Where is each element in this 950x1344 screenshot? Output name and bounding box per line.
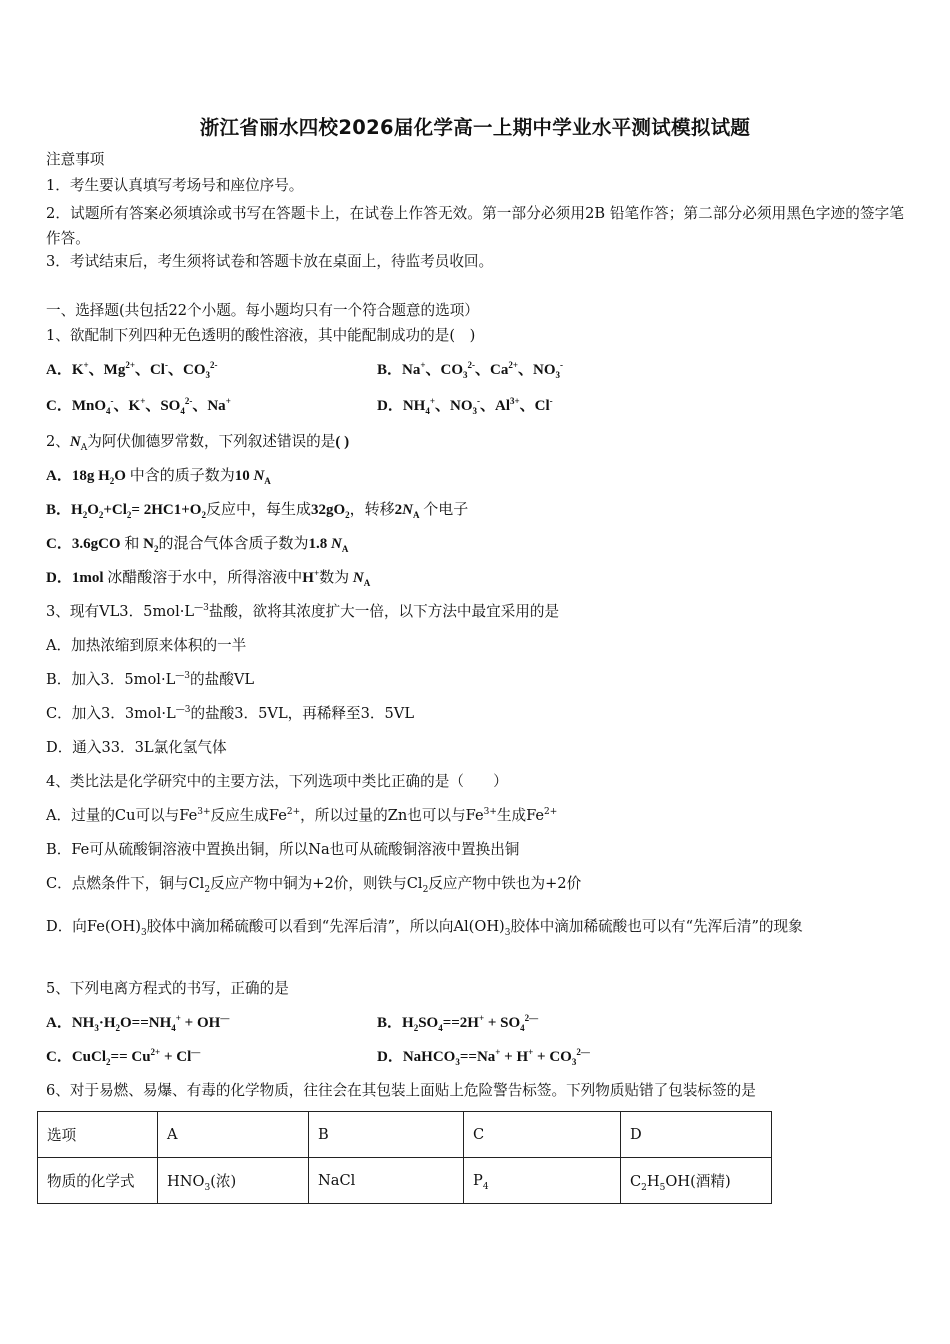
table-cell: D xyxy=(621,1112,772,1158)
q1-option-a: A．K+、$Mg^{2+}$、Cl-、$CO_3^{2-}$ xyxy=(46,360,218,380)
table-row xyxy=(38,1112,772,1158)
section-heading: 一、选择题(共包括22个小题。每小题均只有一个符合题意的选项） xyxy=(46,302,479,319)
table-cell: NaCl xyxy=(309,1158,464,1204)
q5-option-c: C．CuCl$_2$== $Cu^{2+} + Cl^—$ xyxy=(46,1047,201,1067)
q5-stem: 5、下列电离方程式的书写，正确的是 xyxy=(46,980,289,997)
q4-option-a: A．过量的Cu可以与$Fe^{3+}$反应生成$Fe^{2+}$，所以过量的Zn也可以与$Fe^{3+}$生成$Fe^{2+}$ xyxy=(46,807,558,824)
q1-option-c: C．MnO$_4$-、K+、$SO_4^{2-}$、Na+ xyxy=(46,396,231,416)
table-cell: A xyxy=(158,1112,309,1158)
q3-option-d: D．通入33．3L氯化氢气体 xyxy=(46,739,227,756)
table-cell: C xyxy=(464,1112,621,1158)
q2-option-d: D．1mol 冰醋酸溶于水中，所得溶液中H+数为 $N_A$ xyxy=(46,568,371,588)
q1-stem: 1、欲配制下列四种无色透明的酸性溶液，其中能配制成功的是( ) xyxy=(46,327,476,344)
notice-item-2: 2．试题所有答案必须填涂或书写在答题卡上，在试卷上作答无效。第一部分必须用2B 铅笔作答；第二部分必须用黑色字迹的签字笔作答。 xyxy=(46,205,904,247)
q2-option-c: C．3.6gCO 和 $N_2$的混合气体含质子数为1.8 $N_A$ xyxy=(46,536,349,554)
q1-option-b: B．Na+、$CO_3^{2-}$、$Ca^{2+}$、$NO_3^-$ xyxy=(377,360,563,380)
q3-option-a: A．加热浓缩到原来体积的一半 xyxy=(46,637,247,654)
q2-option-b: B．$H_2O_2+Cl_2= 2HC1+O_2$反应中，每生成$32gO_2$，转移$2N_A$ 个电子 xyxy=(46,502,469,520)
q6-stem: 6、对于易燃、易爆、有毒的化学物质，往往会在其包装上面贴上危险警告标签。下列物质贴错了包装标签的是 xyxy=(46,1082,756,1099)
table-row xyxy=(38,1158,772,1204)
q3-option-c: C．加入3．$3mol\cdot L^{—3}$的盐酸3．5VL，再稀释至3．5VL xyxy=(46,705,415,722)
q2-stem: 2、$N_A$为阿伏伽德罗常数，下列叙述错误的是( ) xyxy=(46,433,350,453)
table-cell: $P_4$ xyxy=(464,1158,621,1204)
q1-option-d: D．$NH_4^+$、$NO_3^-$、$Al^{3+}$、Cl- xyxy=(377,396,553,416)
table-cell: 物质的化学式 xyxy=(38,1158,158,1204)
q3-option-b: B．加入3．$5mol\cdot L^{—3}$的盐酸VL xyxy=(46,671,255,688)
q5-option-d: D．NaHCO$_3$==Na+ + $H^+ + CO_3^{2—}$ xyxy=(377,1047,590,1067)
q4-option-b: B．Fe可从硫酸铜溶液中置换出铜，所以Na也可从硫酸铜溶液中置换出铜 xyxy=(46,841,520,858)
table-cell: $C_2H_5OH$(酒精) xyxy=(621,1158,772,1204)
q6-table xyxy=(37,1111,772,1204)
q2-option-a: A．18g $H_2O$ 中含的质子数为10 $N_A$ xyxy=(46,468,271,486)
q4-option-d: D．向$Fe(OH)_3$胶体中滴加稀硫酸可以看到“先浑后清”，所以向$Al(OH)_3$胶体中滴加稀硫酸也可以有“先浑后清”的现象 xyxy=(46,918,803,938)
q5-option-b: B．$H_2SO_4==2H^+ + SO_4^{2—}$ xyxy=(377,1013,539,1033)
notice-heading: 注意事项 xyxy=(46,151,105,168)
page-title: 浙江省丽水四校2026届化学高一上期中学业水平测试模拟试题 xyxy=(199,116,751,139)
table-cell: 选项 xyxy=(38,1112,158,1158)
table-cell: B xyxy=(309,1112,464,1158)
table-cell: $HNO_3$(浓) xyxy=(158,1158,309,1204)
q4-stem: 4、类比法是化学研究中的主要方法，下列选项中类比正确的是（ ） xyxy=(46,773,508,790)
q4-option-c: C．点燃条件下，铜与$Cl_2$反应产物中铜为+2价，则铁与$Cl_2$反应产物中铁也为+2价 xyxy=(46,875,582,895)
q3-stem: 3、现有VL3．$5mol\cdot L^{—3}$盐酸，欲将其浓度扩大一倍，以下方法中最宜采用的是 xyxy=(46,603,560,620)
notice-item-3: 3．考试结束后，考生须将试卷和答题卡放在桌面上，待监考员收回。 xyxy=(46,253,494,270)
notice-item-1: 1．考生要认真填写考场号和座位序号。 xyxy=(46,177,304,194)
q5-option-a: A．$NH_3\cdot H_2O==NH_4^+ + OH^—$ xyxy=(46,1013,230,1033)
